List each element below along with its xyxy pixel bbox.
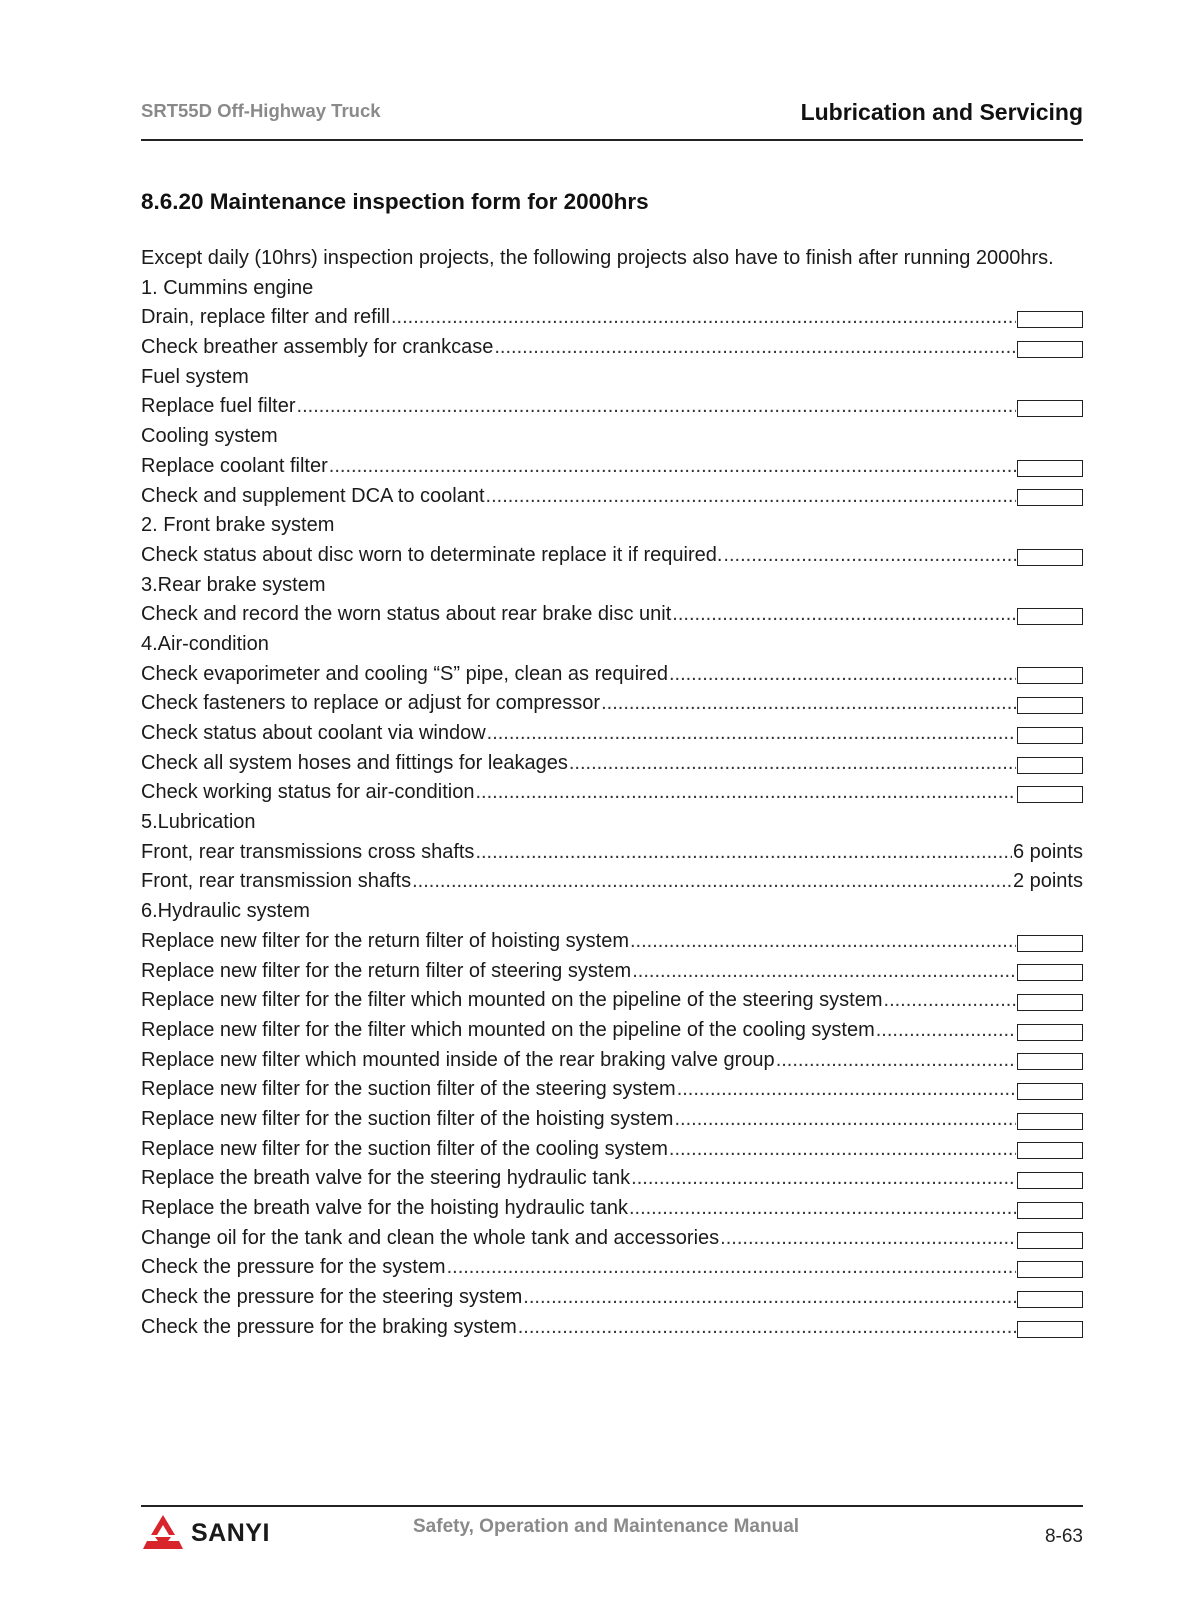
doc-title: SRT55D Off-Highway Truck: [141, 100, 381, 121]
list-item: [141, 957, 1083, 987]
list-item: [141, 541, 1083, 571]
check-box[interactable]: [1017, 994, 1083, 1011]
list-item: [141, 719, 1083, 749]
leader-dots: [884, 986, 1016, 1016]
list-item: [141, 303, 1083, 333]
item-label: Check the pressure for the steering system: [141, 1286, 523, 1309]
check-box[interactable]: [1017, 1291, 1083, 1308]
item-label: Check fasteners to replace or adjust for compressor: [141, 692, 601, 715]
list-item: [141, 749, 1083, 779]
list-item: [141, 452, 1083, 482]
check-box[interactable]: [1017, 697, 1083, 714]
leader-dots: [475, 778, 1016, 808]
leader-dots: [631, 1164, 1016, 1194]
check-box[interactable]: [1017, 727, 1083, 744]
check-box[interactable]: [1017, 964, 1083, 981]
check-box[interactable]: [1017, 608, 1083, 625]
check-box[interactable]: [1017, 341, 1083, 358]
header-divider: [141, 139, 1083, 141]
item-label: Replace new filter for the suction filter of the hoisting system: [141, 1107, 674, 1130]
brand-logo: [141, 1513, 270, 1553]
leader-dots: [494, 333, 1016, 363]
leader-dots: [486, 482, 1016, 512]
sanyi-logo-icon: [141, 1513, 185, 1553]
check-box[interactable]: [1017, 786, 1083, 803]
item-label: Change oil for the tank and clean the whole tank and accessories: [141, 1226, 720, 1249]
item-label: Check all system hoses and fittings for leakages: [141, 751, 568, 774]
list-item: [141, 778, 1083, 808]
item-label: Check and record the worn status about rear brake disc unit: [141, 603, 672, 626]
check-box[interactable]: [1017, 311, 1083, 328]
list-item: [141, 986, 1083, 1016]
manual-title: Safety, Operation and Maintenance Manual: [413, 1516, 800, 1537]
check-box[interactable]: [1017, 1232, 1083, 1249]
leader-dots: [329, 452, 1016, 482]
item-label: Check and supplement DCA to coolant: [141, 484, 485, 507]
item-label: Replace new filter for the filter which mounted on the pipeline of the cooling system: [141, 1018, 875, 1041]
item-label: Check status about disc worn to determinate replace it if required.: [141, 543, 723, 566]
page-number: 8-63: [1044, 1526, 1083, 1547]
leader-dots: [723, 541, 1016, 571]
item-label: Check working status for air-condition: [141, 781, 475, 804]
group-heading-lubrication: 5.Lubrication: [141, 811, 256, 834]
check-box[interactable]: [1017, 1261, 1083, 1278]
list-item: [141, 1164, 1083, 1194]
group-heading-hydraulic: 6.Hydraulic system: [141, 900, 310, 923]
item-label: Drain, replace filter and refill: [141, 306, 390, 329]
leader-dots: [672, 600, 1016, 630]
leader-dots: [447, 1253, 1016, 1283]
leader-dots: [629, 1194, 1016, 1224]
item-label: Check the pressure for the system: [141, 1256, 446, 1279]
check-box[interactable]: [1017, 1321, 1083, 1338]
list-item: [141, 1016, 1083, 1046]
item-label: Check breather assembly for crankcase: [141, 336, 494, 359]
item-label: Replace new filter which mounted inside of the rear braking valve group: [141, 1048, 775, 1071]
list-item: [141, 600, 1083, 630]
leader-dots: [523, 1283, 1016, 1313]
item-label: Check status about coolant via window: [141, 722, 486, 745]
item-label: Replace new filter for the suction filter of the steering system: [141, 1078, 676, 1101]
list-item: [141, 927, 1083, 957]
list-item: [141, 660, 1083, 690]
leader-dots: [677, 1075, 1016, 1105]
points-count: 6 points: [1012, 840, 1083, 863]
item-label: Replace the breath valve for the steering hydraulic tank: [141, 1167, 631, 1190]
check-box[interactable]: [1017, 1142, 1083, 1159]
check-box[interactable]: [1017, 1024, 1083, 1041]
item-label: Replace new filter for the return filter of hoisting system: [141, 929, 629, 952]
list-item: [141, 482, 1083, 512]
list-item: [141, 1105, 1083, 1135]
item-label: Check evaporimeter and cooling “S” pipe, clean as required: [141, 662, 668, 685]
list-item: [141, 1224, 1083, 1254]
inspection-form: [141, 244, 1083, 1342]
list-item: [141, 838, 1083, 868]
points-count: 2 points: [1012, 870, 1083, 893]
item-label: Front, rear transmission shafts: [141, 870, 412, 893]
leader-dots: [487, 719, 1016, 749]
check-box[interactable]: [1017, 1083, 1083, 1100]
list-item: [141, 1313, 1083, 1343]
check-box[interactable]: [1017, 549, 1083, 566]
list-item: [141, 1194, 1083, 1224]
chapter-title: Lubrication and Servicing: [800, 99, 1083, 125]
item-label: Replace new filter for the return filter of steering system: [141, 959, 632, 982]
item-label: Replace new filter for the suction filter of the cooling system: [141, 1137, 668, 1160]
group-heading-engine: 1. Cummins engine: [141, 276, 314, 299]
group-heading-rear-brake: 3.Rear brake system: [141, 573, 326, 596]
leader-dots: [669, 660, 1016, 690]
list-item: [141, 1283, 1083, 1313]
intro-paragraph: Except daily (10hrs) inspection projects, the following projects also have to finish after running 2000hrs.: [141, 247, 1054, 269]
item-label: Replace new filter for the filter which mounted on the pipeline of the steering system: [141, 989, 883, 1012]
item-label: Front, rear transmissions cross shafts: [141, 840, 475, 863]
leader-dots: [475, 838, 1012, 868]
leader-dots: [412, 867, 1012, 897]
list-item: [141, 392, 1083, 422]
item-label: Check the pressure for the braking system: [141, 1315, 517, 1338]
section-title: 8.6.20 Maintenance inspection form for 2000hrs: [141, 189, 649, 214]
check-box[interactable]: [1017, 935, 1083, 952]
list-item: [141, 689, 1083, 719]
leader-dots: [669, 1135, 1016, 1165]
leader-dots: [876, 1016, 1016, 1046]
check-box[interactable]: [1017, 489, 1083, 506]
leader-dots: [569, 749, 1016, 779]
leader-dots: [297, 392, 1016, 422]
check-box[interactable]: [1017, 1053, 1083, 1070]
check-box[interactable]: [1017, 1113, 1083, 1130]
check-box[interactable]: [1017, 757, 1083, 774]
leader-dots: [776, 1046, 1016, 1076]
leader-dots: [632, 957, 1016, 987]
list-item: [141, 867, 1083, 897]
list-item: [141, 333, 1083, 363]
leader-dots: [391, 303, 1016, 333]
leader-dots: [630, 927, 1016, 957]
list-item: [141, 1135, 1083, 1165]
footer-divider: [141, 1505, 1083, 1507]
leader-dots: [674, 1105, 1016, 1135]
check-box[interactable]: [1017, 400, 1083, 417]
list-item: [141, 1046, 1083, 1076]
check-box[interactable]: [1017, 460, 1083, 477]
group-heading-fuel: Fuel system: [141, 365, 249, 388]
group-heading-air-condition: 4.Air-condition: [141, 632, 269, 655]
leader-dots: [601, 689, 1016, 719]
item-label: Replace coolant filter: [141, 454, 328, 477]
check-box[interactable]: [1017, 1202, 1083, 1219]
leader-dots: [518, 1313, 1016, 1343]
check-box[interactable]: [1017, 667, 1083, 684]
item-label: Replace fuel filter: [141, 395, 296, 418]
leader-dots: [720, 1224, 1016, 1254]
logo-text: SANYI: [191, 1518, 270, 1547]
list-item: [141, 1253, 1083, 1283]
group-heading-front-brake: 2. Front brake system: [141, 514, 335, 537]
item-label: Replace the breath valve for the hoisting hydraulic tank: [141, 1197, 628, 1220]
group-heading-cooling: Cooling system: [141, 425, 278, 448]
check-box[interactable]: [1017, 1172, 1083, 1189]
list-item: [141, 1075, 1083, 1105]
